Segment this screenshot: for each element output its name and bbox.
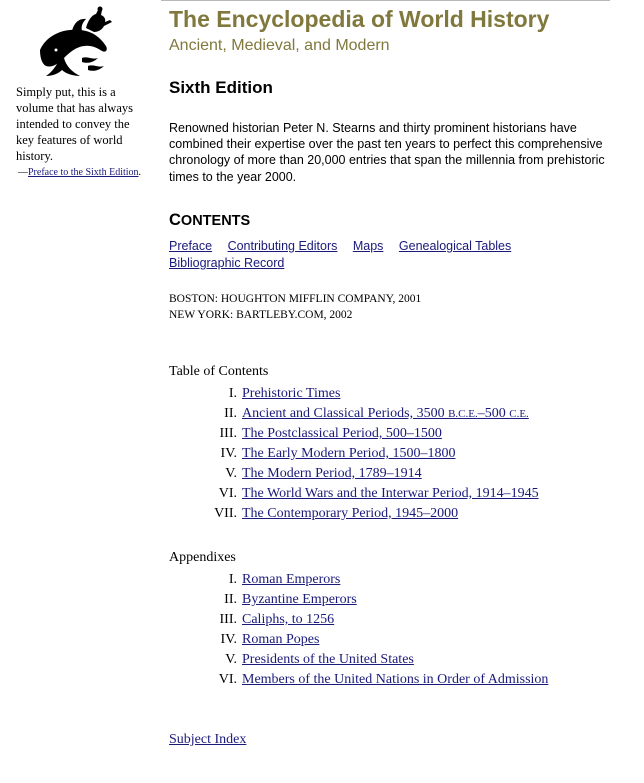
toc-link-modern[interactable]: The Modern Period, 1789–1914	[242, 466, 422, 481]
appendix-link-us-presidents[interactable]: Presidents of the United States	[242, 652, 414, 667]
toc-number: II.	[224, 406, 237, 421]
toc-number: IV.	[220, 446, 237, 461]
appendix-link-byzantine-emperors[interactable]: Byzantine Emperors	[242, 592, 357, 607]
bibliographic-record-link[interactable]: Bibliographic Record	[169, 256, 285, 270]
toc-link-contemporary[interactable]: The Contemporary Period, 1945–2000	[242, 506, 459, 521]
book-description: Renowned historian Peter N. Stearns and thirty prominent historians have combined their expertise over the past ten years to perfect this comprehensive chronology of more than 20,000 entries that span the millennia from prehistoric times to the year 2000.	[169, 121, 605, 184]
appendix-number: III.	[219, 612, 237, 627]
appendix-item	[169, 592, 619, 612]
page-subtitle: Ancient, Medieval, and Modern	[169, 37, 390, 54]
appendix-number: IV.	[220, 632, 237, 647]
preface-link[interactable]: Preface	[169, 239, 213, 253]
appendixes-heading: Appendixes	[169, 550, 236, 565]
imprint-new-york: NEW YORK: BARTLEBY.COM, 2002	[169, 309, 353, 321]
toc-link-postclassical[interactable]: The Postclassical Period, 500–1500	[242, 426, 442, 441]
appendix-number: V.	[225, 652, 237, 667]
dolphin-rider-logo-icon	[36, 6, 118, 80]
toc-item	[169, 386, 619, 406]
genealogical-tables-link[interactable]: Genealogical Tables	[398, 239, 512, 253]
toc-number: VI.	[218, 486, 237, 501]
toc-link-early-modern[interactable]: The Early Modern Period, 1500–1800	[242, 446, 456, 461]
contents-heading-initial: C	[169, 211, 181, 229]
subject-index-link[interactable]: Subject Index	[169, 732, 247, 747]
quote-period: .	[138, 167, 142, 178]
toc-link-world-wars[interactable]: The World Wars and the Interwar Period, 1914–1945	[242, 486, 539, 501]
appendix-link-roman-emperors[interactable]: Roman Emperors	[242, 572, 341, 587]
toc-label-ce: C.E.	[509, 408, 529, 420]
toc-item	[169, 426, 619, 446]
sidebar-quote: Simply put, this is a volume that has always intended to convey the key features of world history.	[16, 85, 133, 163]
toc-list	[169, 386, 619, 526]
toc-number: V.	[225, 466, 237, 481]
appendix-item	[169, 572, 619, 592]
imprint-boston: BOSTON: HOUGHTON MIFFLIN COMPANY, 2001	[169, 293, 422, 305]
appendix-item	[169, 652, 619, 672]
toc-link-ancient-classical[interactable]	[242, 406, 529, 422]
page-title: The Encyclopedia of World History	[169, 6, 550, 32]
toc-label-part: Ancient and Classical Periods, 3500	[242, 406, 449, 421]
maps-link[interactable]: Maps	[352, 239, 384, 253]
toc-label-part: –500	[477, 406, 510, 421]
appendix-number: VI.	[218, 672, 237, 687]
appendix-link-roman-popes[interactable]: Roman Popes	[242, 632, 320, 647]
quote-source	[18, 167, 150, 178]
appendix-item	[169, 632, 619, 652]
preface-sixth-edition-link[interactable]: Preface to the Sixth Edition	[28, 167, 139, 178]
appendix-number: II.	[224, 592, 237, 607]
appendix-link-un-members[interactable]: Members of the United Nations in Order of Admission	[242, 672, 549, 687]
toc-item	[169, 486, 619, 506]
toc-number: III.	[219, 426, 237, 441]
toc-label-bce: B.C.E.	[448, 408, 478, 420]
appendix-item	[169, 672, 619, 692]
top-rule	[161, 0, 610, 1]
contents-heading-rest: ONTENTS	[180, 213, 251, 229]
toc-number: I.	[228, 386, 237, 401]
toc-number: VII.	[214, 506, 237, 521]
contents-links	[169, 238, 609, 272]
quote-dash: —	[18, 167, 28, 178]
toc-item	[169, 406, 619, 426]
contributing-editors-link[interactable]: Contributing Editors	[227, 239, 338, 253]
toc-item	[169, 506, 619, 526]
toc-link-prehistoric-times[interactable]: Prehistoric Times	[242, 386, 341, 401]
imprint	[169, 291, 421, 323]
appendix-link-caliphs[interactable]: Caliphs, to 1256	[242, 612, 335, 627]
appendix-number: I.	[228, 572, 237, 587]
toc-item	[169, 446, 619, 466]
appendixes-list	[169, 572, 619, 692]
edition-heading: Sixth Edition	[169, 78, 273, 97]
contents-heading	[169, 211, 250, 230]
toc-item	[169, 466, 619, 486]
toc-heading: Table of Contents	[169, 364, 269, 379]
appendix-item	[169, 612, 619, 632]
